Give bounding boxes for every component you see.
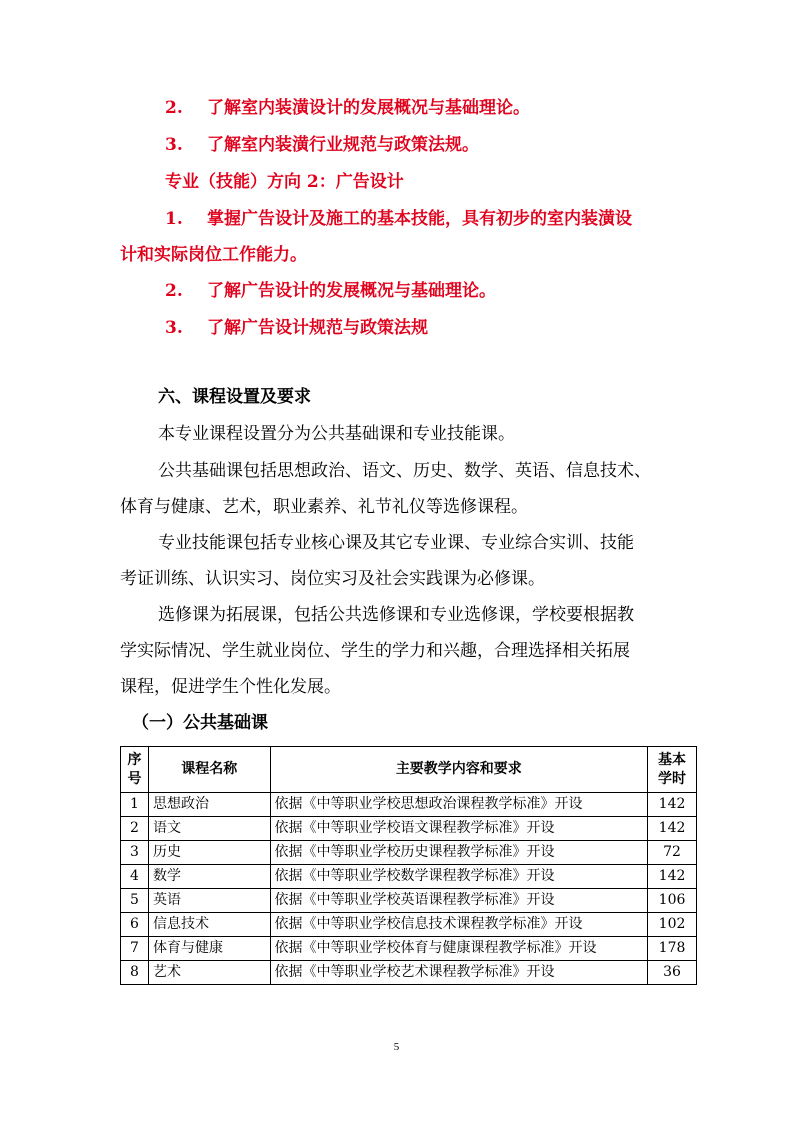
cell-hours: 142 xyxy=(648,817,697,841)
paragraph-4-line1: 选修课为拓展课，包括公共选修课和专业选修课，学校要根据教 xyxy=(158,605,634,625)
list2-item1-continued: 计和实际岗位工作能力。 xyxy=(120,245,307,265)
cell-hours: 178 xyxy=(648,937,697,961)
table-row xyxy=(121,961,697,985)
course-table xyxy=(120,746,697,985)
cell-hours: 36 xyxy=(648,961,697,985)
cell-content: 依据《中等职业学校思想政治课程教学标准》开设 xyxy=(270,793,648,817)
paragraph-3-line2: 考证训练、认识实习、岗位实习及社会实践课为必修课。 xyxy=(120,569,545,589)
list-text: 了解室内装潢设计的发展概况与基础理论。 xyxy=(207,98,530,118)
direction2-heading: 专业（技能）方向 2：广告设计 xyxy=(165,172,404,192)
cell-name: 艺术 xyxy=(148,961,270,985)
table-row xyxy=(121,865,697,889)
cell-hours: 142 xyxy=(648,793,697,817)
list-number: 3. xyxy=(165,135,183,155)
cell-content: 依据《中等职业学校历史课程教学标准》开设 xyxy=(270,841,648,865)
cell-seq: 4 xyxy=(121,865,149,889)
paragraph-2-line1: 公共基础课包括思想政治、语文、历史、数学、英语、信息技术、 xyxy=(158,461,651,481)
cell-seq: 6 xyxy=(121,913,149,937)
cell-name: 语文 xyxy=(148,817,270,841)
list-number: 1. xyxy=(165,209,183,229)
section6-heading: 六、课程设置及要求 xyxy=(158,387,311,407)
cell-seq: 3 xyxy=(121,841,149,865)
list2-item2 xyxy=(165,281,725,301)
paragraph-4-line3: 课程，促进学生个性化发展。 xyxy=(120,677,341,697)
page-number: 5 xyxy=(393,1041,400,1053)
cell-content: 依据《中等职业学校信息技术课程教学标准》开设 xyxy=(270,913,648,937)
cell-name: 英语 xyxy=(148,889,270,913)
list1-item2 xyxy=(165,98,725,118)
header-name: 课程名称 xyxy=(148,747,270,793)
paragraph-3-line1: 专业技能课包括专业核心课及其它专业课、专业综合实训、技能 xyxy=(158,533,634,553)
cell-seq: 2 xyxy=(121,817,149,841)
list1-item3 xyxy=(165,135,725,155)
subsection-heading: （一）公共基础课 xyxy=(132,713,268,733)
cell-hours: 72 xyxy=(648,841,697,865)
cell-seq: 1 xyxy=(121,793,149,817)
header-seq: 序 号 xyxy=(121,747,149,793)
header-content: 主要教学内容和要求 xyxy=(270,747,648,793)
cell-name: 数学 xyxy=(148,865,270,889)
table-row xyxy=(121,841,697,865)
table-row xyxy=(121,793,697,817)
list-number: 3. xyxy=(165,318,183,338)
list-text: 了解广告设计的发展概况与基础理论。 xyxy=(207,281,496,301)
list-text: 了解广告设计规范与政策法规 xyxy=(207,318,428,338)
cell-content: 依据《中等职业学校艺术课程教学标准》开设 xyxy=(270,961,648,985)
cell-name: 历史 xyxy=(148,841,270,865)
list-number: 2. xyxy=(165,98,183,118)
cell-hours: 106 xyxy=(648,889,697,913)
list2-item3 xyxy=(165,318,725,338)
table-row xyxy=(121,889,697,913)
table-row xyxy=(121,937,697,961)
cell-hours: 142 xyxy=(648,865,697,889)
cell-hours: 102 xyxy=(648,913,697,937)
cell-name: 体育与健康 xyxy=(148,937,270,961)
table-header-row xyxy=(121,747,697,793)
cell-content: 依据《中等职业学校语文课程教学标准》开设 xyxy=(270,817,648,841)
paragraph-1: 本专业课程设置分为公共基础课和专业技能课。 xyxy=(158,424,515,444)
cell-content: 依据《中等职业学校数学课程教学标准》开设 xyxy=(270,865,648,889)
cell-content: 依据《中等职业学校体育与健康课程教学标准》开设 xyxy=(270,937,648,961)
table-row xyxy=(121,817,697,841)
paragraph-4-line2: 学实际情况、学生就业岗位、学生的学力和兴趣，合理选择相关拓展 xyxy=(120,641,630,661)
table-row xyxy=(121,913,697,937)
paragraph-2-line2: 体育与健康、艺术，职业素养、礼节礼仪等选修课程。 xyxy=(120,497,528,517)
cell-seq: 5 xyxy=(121,889,149,913)
cell-content: 依据《中等职业学校英语课程教学标准》开设 xyxy=(270,889,648,913)
list2-item1 xyxy=(165,209,725,229)
list-text: 掌握广告设计及施工的基本技能，具有初步的室内装潢设 xyxy=(207,209,632,229)
cell-name: 思想政治 xyxy=(148,793,270,817)
list-number: 2. xyxy=(165,281,183,301)
cell-name: 信息技术 xyxy=(148,913,270,937)
cell-seq: 8 xyxy=(121,961,149,985)
cell-seq: 7 xyxy=(121,937,149,961)
list-text: 了解室内装潢行业规范与政策法规。 xyxy=(207,135,479,155)
header-hours: 基本 学时 xyxy=(648,747,697,793)
